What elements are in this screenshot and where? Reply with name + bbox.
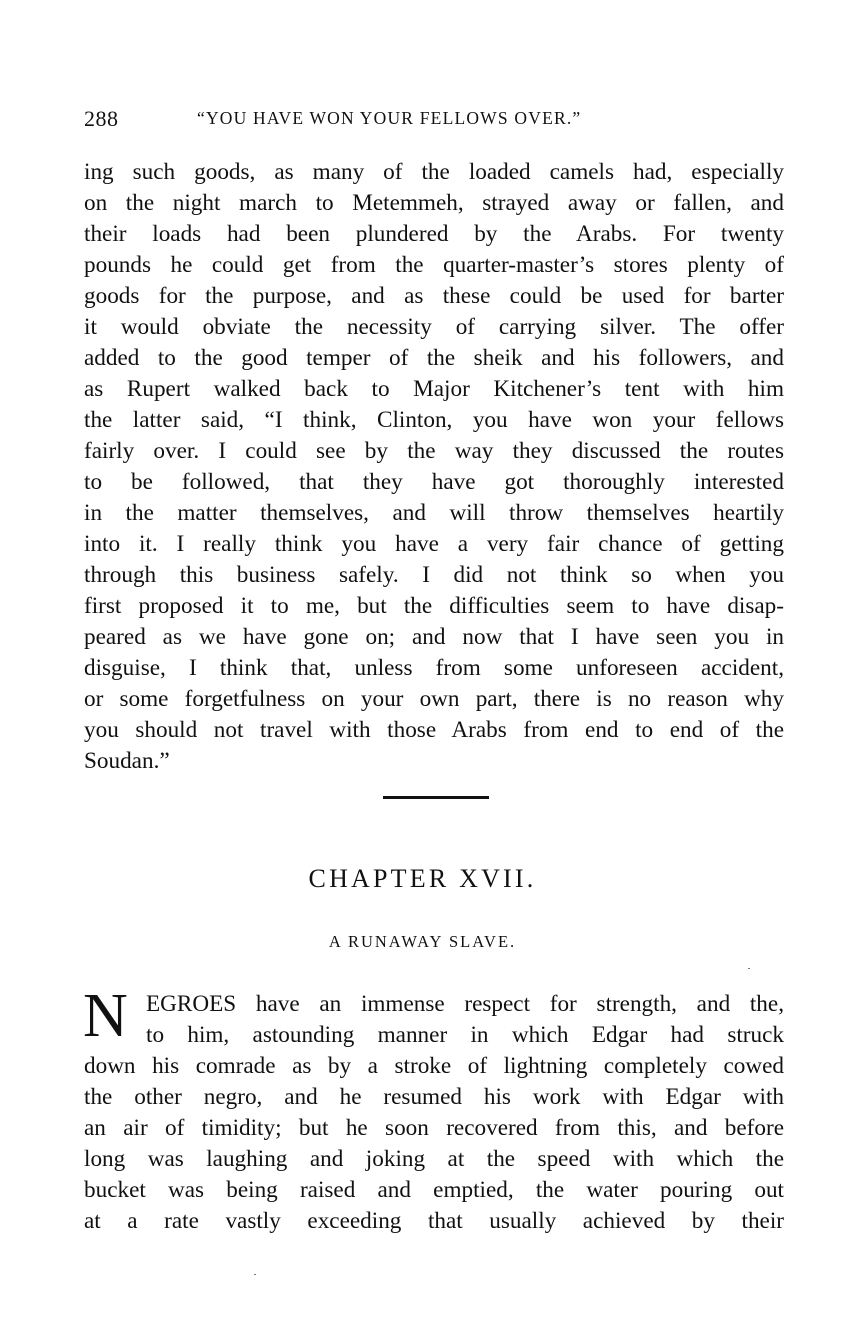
body-line: or some forgetfulness on your own part, there is no reason why [84,686,784,712]
body-line: disguise, I think that, unless from some unforeseen accident, [84,655,784,681]
running-head [84,106,784,136]
body-line: peared as we have gone on; and now that I have seen you in [84,624,784,650]
chapter-line: the other negro, and he resumed his work with Edgar with [84,1084,784,1110]
body-line: first proposed it to me, but the difficulties seem to have disap- [84,593,784,619]
body-line: ing such goods, as many of the loaded camels had, especially [84,159,784,185]
body-line: their loads had been plundered by the Arabs. For twenty [84,221,784,247]
drop-cap: N [83,982,128,1050]
body-line: to be followed, that they have got thoroughly interested [84,469,784,495]
body-line: pounds he could get from the quarter-master’s stores plenty of [84,252,784,278]
body-line: it would obviate the necessity of carrying silver. The offer [84,314,784,340]
chapter-line: down his comrade as by a stroke of lightning completely cowed [84,1053,784,1079]
paper-speck [254,1274,256,1275]
chapter-subtitle: A RUNAWAY SLAVE. [328,932,517,951]
chapter-title: CHAPTER XVII. [308,864,537,893]
body-line: added to the good temper of the sheik and his followers, and [84,345,784,371]
page-number: 288 [84,106,119,131]
body-line: through this business safely. I did not think so when you [84,562,784,588]
body-line: in the matter themselves, and will throw themselves heartily [84,500,784,526]
chapter-line: long was laughing and joking at the speed with which the [84,1146,784,1172]
chapter-line: to him, astounding manner in which Edgar had struck [146,1022,784,1048]
body-line: fairly over. I could see by the way they discussed the routes [84,438,784,464]
body-line: as Rupert walked back to Major Kitchener’s tent with him [84,376,784,402]
body-line: you should not travel with those Arabs from end to end of the [84,717,784,743]
chapter-line: an air of timidity; but he soon recovered from this, and before [84,1115,784,1141]
body-line: the latter said, “I think, Clinton, you have won your fellows [84,407,784,433]
section-divider [383,796,489,799]
paper-speck [748,968,750,969]
body-line: into it. I really think you have a very fair chance of getting [84,531,784,557]
chapter-line: bucket was being raised and emptied, the water pouring out [84,1177,784,1203]
chapter-line: at a rate vastly exceeding that usually achieved by their [84,1208,784,1234]
running-head-title: “YOU HAVE WON YOUR FELLOWS OVER.” [197,108,582,128]
body-line: Soudan.” [84,748,170,774]
body-line: on the night march to Metemmeh, strayed away or fallen, and [84,190,784,216]
chapter-line: EGROES have an immense respect for strength, and the, [146,991,784,1017]
body-line: goods for the purpose, and as these could be used for barter [84,283,784,309]
